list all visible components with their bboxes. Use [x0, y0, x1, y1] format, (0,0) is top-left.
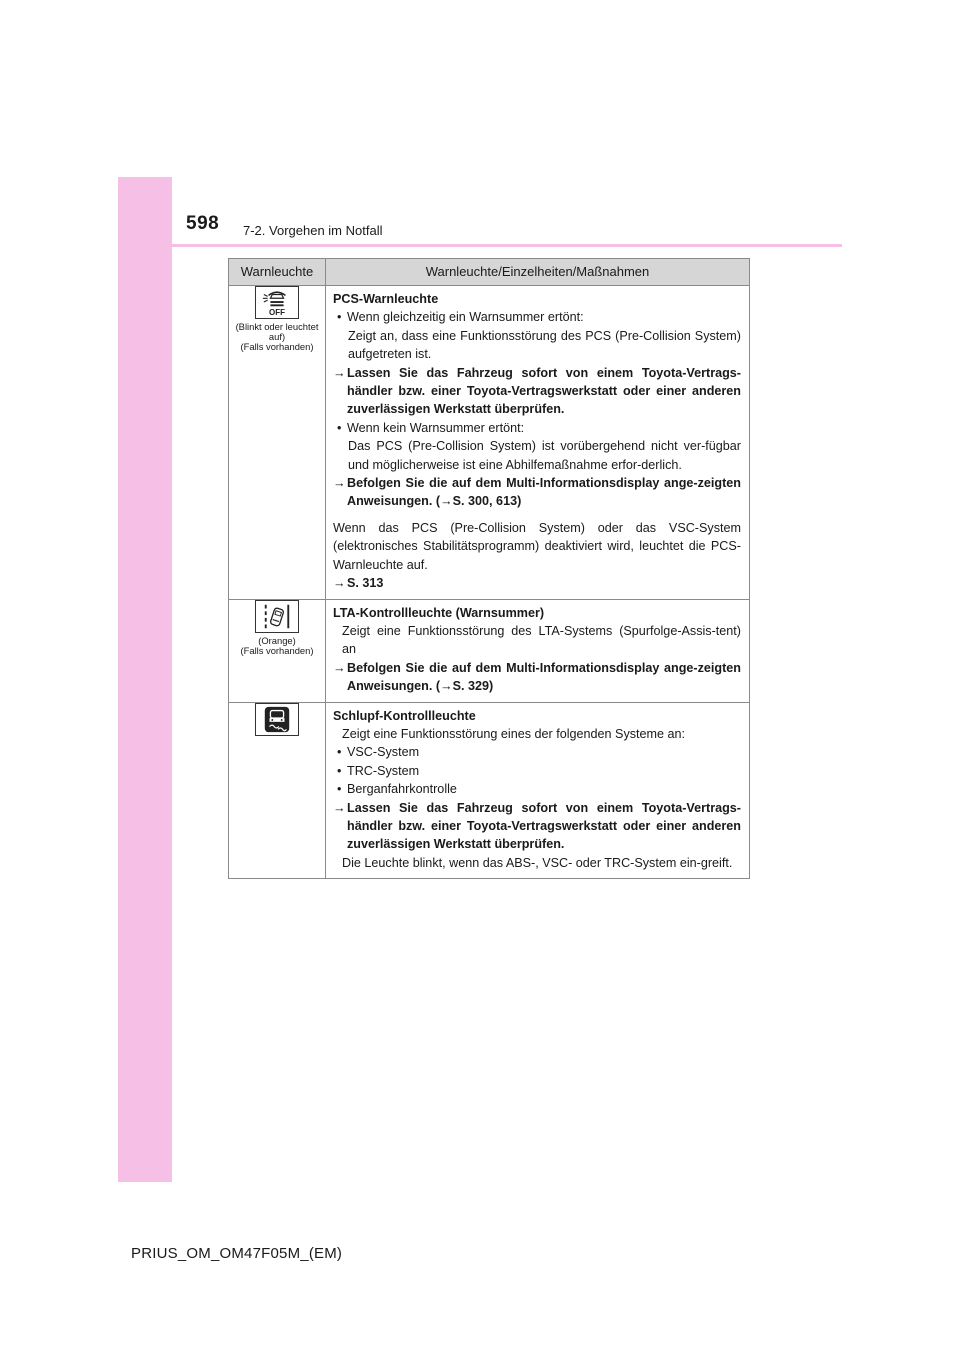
note-text: Wenn das PCS (Pre-Collision System) oder das VSC-System (elektronisches Stabilitätsprogramm) deaktiviert wird, leuchtet die PCS-Warnleuchte auf. — [333, 520, 741, 572]
table-row — [229, 286, 750, 600]
icon-cell — [229, 286, 326, 600]
action-instruction: → Lassen Sie das Fahrzeug sofort von einem Toyota-Vertrags-händler bzw. einer Toyota-Vertragswerkstatt oder einer anderen zuverlässigen Werkstatt überprüfen. — [333, 799, 741, 854]
table-row — [229, 702, 750, 879]
warning-light-table — [228, 258, 750, 879]
icon-cell — [229, 702, 326, 879]
icon-caption: (Blinkt oder leuchtet auf) — [235, 321, 319, 342]
svg-text:OFF: OFF — [269, 308, 285, 318]
light-title: LTA-Kontrollleuchte (Warnsummer) — [333, 605, 545, 620]
list-item: • TRC-System — [333, 762, 741, 780]
table-row — [229, 599, 750, 702]
column-header-details: Warnleuchte/Einzelheiten/Maßnahmen — [326, 259, 750, 286]
slip-indicator-icon — [255, 703, 299, 736]
condition-bullet: • Wenn kein Warnsummer ertönt: — [333, 419, 741, 437]
footer-code: PRIUS_OM_OM47F05M_(EM) — [131, 1245, 343, 1262]
page-number: 598 — [186, 213, 220, 234]
icon-caption: (Orange) — [258, 634, 296, 646]
action-instruction: → Befolgen Sie die auf dem Multi-Informationsdisplay ange-zeigten Anweisungen. (→S. 300, 613) — [333, 474, 741, 511]
note-text: Die Leuchte blinkt, wenn das ABS-, VSC- oder TRC-System ein-greift. — [342, 855, 733, 870]
description-text: Zeigt eine Funktionsstörung des LTA-Systems (Spurfolge-Assis-tent) an — [342, 623, 741, 657]
icon-cell — [229, 599, 326, 702]
lta-icon — [255, 600, 299, 633]
light-title: PCS-Warnleuchte — [333, 292, 439, 306]
icon-caption-availability: (Falls vorhanden) — [240, 341, 314, 352]
action-instruction: → Befolgen Sie die auf dem Multi-Informationsdisplay ange-zeigten Anweisungen. (→S. 329) — [333, 659, 741, 696]
icon-caption-availability: (Falls vorhanden) — [240, 644, 314, 656]
condition-text: Das PCS (Pre-Collision System) ist vorübergehend nicht ver-fügbar und möglicherweise ist eine Abhilfemaßnahme erfor-derlich. — [348, 439, 741, 472]
action-instruction: → Lassen Sie das Fahrzeug sofort von einem Toyota-Vertrags-händler bzw. einer Toyota-Vertragswerkstatt oder einer anderen zuverlässigen Werkstatt überprüfen. — [333, 364, 741, 419]
column-header-warnleuchte: Warnleuchte — [229, 259, 326, 286]
pcs-off-icon — [255, 286, 299, 319]
details-cell — [326, 599, 750, 702]
page-reference: → S. 313 — [333, 574, 741, 592]
condition-bullet: • Wenn gleichzeitig ein Warnsummer ertönt: — [333, 308, 741, 326]
light-title: Schlupf-Kontrollleuchte — [333, 708, 476, 723]
condition-text: Zeigt an, dass eine Funktionsstörung des PCS (Pre-Collision System) aufgetreten ist. — [348, 328, 741, 362]
table-header-row — [229, 259, 750, 286]
list-item: • Berganfahrkontrolle — [333, 780, 741, 798]
details-cell — [326, 702, 750, 879]
header-rule — [118, 244, 842, 247]
description-text: Zeigt eine Funktionsstörung eines der folgenden Systeme an: — [342, 726, 686, 741]
details-cell — [326, 286, 750, 600]
side-tab-band — [118, 177, 172, 1182]
section-title: 7-2. Vorgehen im Notfall — [243, 223, 383, 238]
list-item: • VSC-System — [333, 743, 741, 761]
